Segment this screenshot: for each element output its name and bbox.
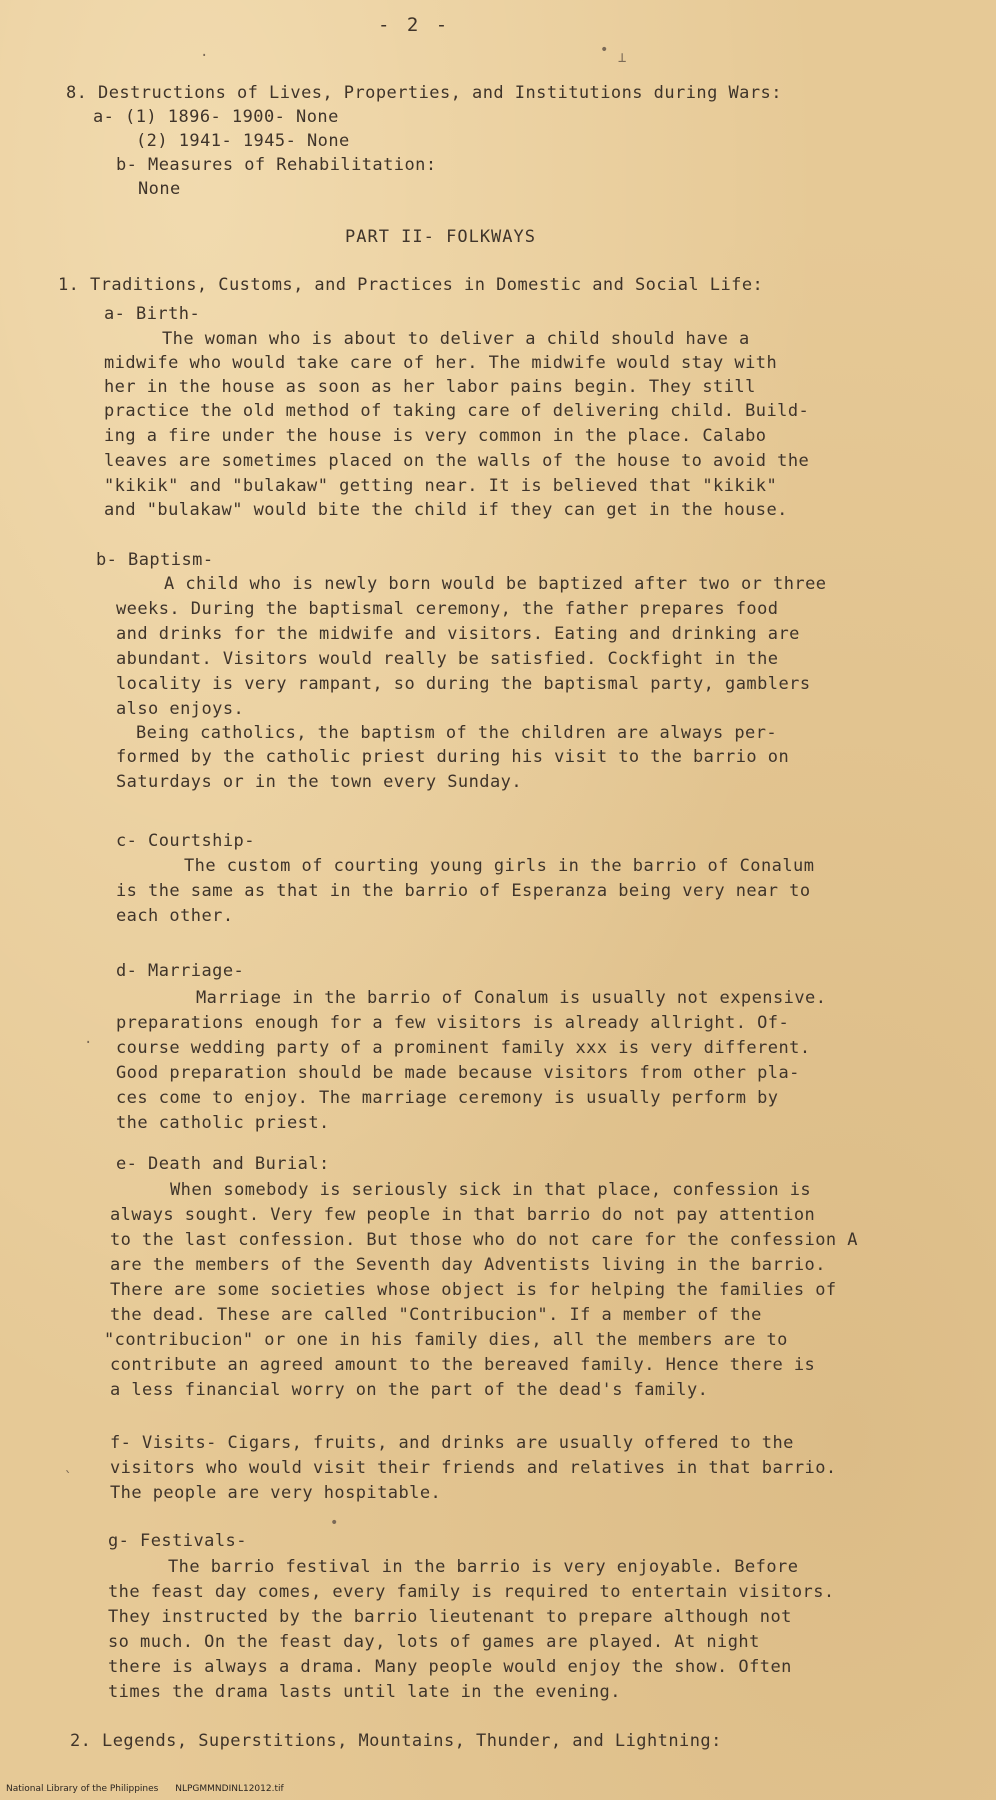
page-number: - 2 - (378, 14, 451, 36)
courtship-title: c- Courtship- (116, 831, 255, 851)
birth-line: and "bulakaw" would bite the child if they can get in the house. (104, 500, 788, 520)
baptism-line: weeks. During the baptismal ceremony, the father prepares food (116, 599, 779, 619)
marriage-line: preparations enough for a few visitors is already allright. Of- (116, 1013, 790, 1033)
death-line: the dead. These are called "Contribucion". If a member of the (110, 1305, 762, 1325)
festivals-line: The barrio festival in the barrio is very enjoyable. Before (168, 1557, 799, 1577)
festivals-title: g- Festivals- (108, 1531, 247, 1551)
marriage-line: Good preparation should be made because visitors from other pla- (116, 1063, 800, 1083)
death-line: contribute an agreed amount to the bereaved family. Hence there is (110, 1355, 816, 1375)
footer-library: National Library of the Philippines (6, 1784, 159, 1794)
baptism-line: Being catholics, the baptism of the children are always per- (136, 723, 778, 743)
visits-line: The people are very hospitable. (110, 1483, 442, 1503)
marriage-line: the catholic priest. (116, 1113, 330, 1133)
ink-speck: • (600, 42, 609, 58)
baptism-line: Saturdays or in the town every Sunday. (116, 772, 523, 792)
footer-file: NLPGMMNDINL12012.tif (175, 1784, 284, 1794)
visits-line: f- Visits- Cigars, fruits, and drinks are usually offered to the (110, 1433, 794, 1453)
birth-line: midwife who would take care of her. The midwife would stay with (104, 353, 778, 373)
death-line: When somebody is seriously sick in that place, confession is (170, 1180, 812, 1200)
scan-footer (6, 1784, 298, 1794)
baptism-line: A child who is newly born would be baptized after two or three (164, 574, 827, 594)
festivals-line: there is always a drama. Many people would enjoy the show. Often (108, 1657, 792, 1677)
ink-speck: · (200, 48, 209, 64)
section-1-heading: 1. Traditions, Customs, and Practices in Domestic and Social Life: (58, 275, 764, 295)
birth-line: leaves are sometimes placed on the walls of the house to avoid the (104, 451, 810, 471)
section-8-heading: 8. Destructions of Lives, Properties, and Institutions during Wars: (66, 83, 782, 103)
visits-line: visitors who would visit their friends and relatives in that barrio. (110, 1458, 837, 1478)
courtship-line: each other. (116, 906, 234, 926)
section-8-b: b- Measures of Rehabilitation: (116, 155, 437, 175)
death-line: are the members of the Seventh day Adventists living in the barrio. (110, 1255, 826, 1275)
death-line: a less financial worry on the part of the dead's family. (110, 1380, 709, 1400)
ink-speck: ` (64, 1470, 73, 1486)
marriage-line: Marriage in the barrio of Conalum is usually not expensive. (196, 988, 827, 1008)
marriage-line: course wedding party of a prominent family xxx is very different. (116, 1038, 811, 1058)
baptism-line: locality is very rampant, so during the baptismal party, gamblers (116, 674, 811, 694)
festivals-line: so much. On the feast day, lots of games are played. At night (108, 1632, 760, 1652)
birth-line: practice the old method of taking care of delivering child. Build- (104, 401, 810, 421)
ink-speck: · (84, 1035, 93, 1051)
baptism-line: abundant. Visitors would really be satisfied. Cockfight in the (116, 649, 779, 669)
baptism-line: also enjoys. (116, 699, 245, 719)
ink-speck: • (330, 1515, 339, 1531)
courtship-line: The custom of courting young girls in the barrio of Conalum (184, 856, 815, 876)
marriage-title: d- Marriage- (116, 961, 245, 981)
baptism-line: and drinks for the midwife and visitors. Eating and drinking are (116, 624, 800, 644)
death-line: "contribucion" or one in his family dies, all the members are to (104, 1330, 788, 1350)
birth-line: The woman who is about to deliver a child should have a (162, 329, 750, 349)
courtship-line: is the same as that in the barrio of Esperanza being very near to (116, 881, 811, 901)
section-8-a2: (2) 1941- 1945- None (136, 131, 350, 151)
death-line: always sought. Very few people in that barrio do not pay attention (110, 1205, 816, 1225)
section-8-a1: a- (1) 1896- 1900- None (93, 107, 339, 127)
baptism-title: b- Baptism- (96, 550, 214, 570)
section-2-heading: 2. Legends, Superstitions, Mountains, Thunder, and Lightning: (70, 1731, 722, 1751)
baptism-line: formed by the catholic priest during his visit to the barrio on (116, 747, 790, 767)
birth-line: ing a fire under the house is very common in the place. Calabo (104, 426, 767, 446)
ink-speck: ⊥ (618, 50, 627, 66)
death-line: There are some societies whose object is for helping the families of (110, 1280, 837, 1300)
festivals-line: times the drama lasts until late in the evening. (108, 1682, 621, 1702)
marriage-line: ces come to enjoy. The marriage ceremony is usually perform by (116, 1088, 779, 1108)
death-line: to the last confession. But those who do not care for the confession A (110, 1230, 858, 1250)
part-heading: PART II- FOLKWAYS (345, 227, 536, 247)
birth-title: a- Birth- (104, 304, 201, 324)
festivals-line: the feast day comes, every family is required to entertain visitors. (108, 1582, 835, 1602)
birth-line: her in the house as soon as her labor pains begin. They still (104, 377, 756, 397)
section-8-b-value: None (138, 179, 181, 199)
festivals-line: They instructed by the barrio lieutenant to prepare although not (108, 1607, 792, 1627)
death-title: e- Death and Burial: (116, 1154, 330, 1174)
birth-line: "kikik" and "bulakaw" getting near. It is believed that "kikik" (104, 476, 778, 496)
